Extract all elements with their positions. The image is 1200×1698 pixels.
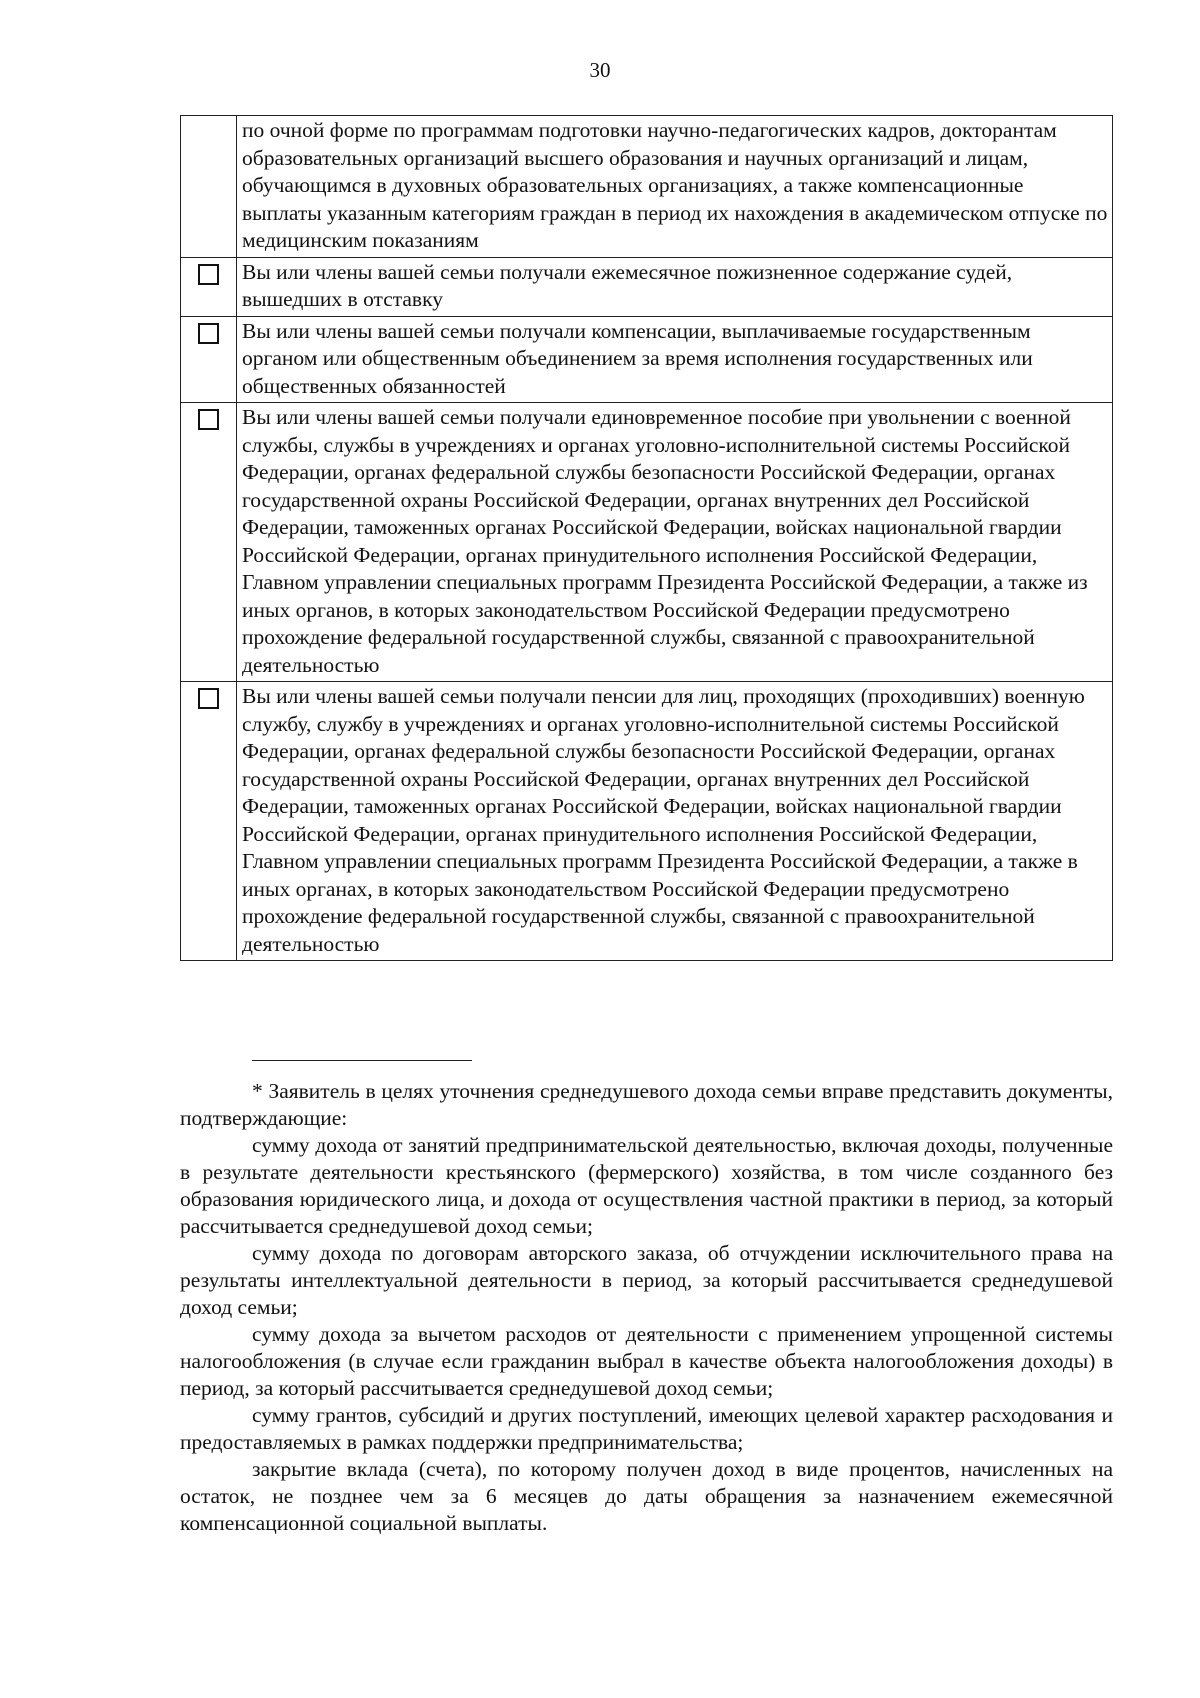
footnote-divider <box>252 1060 472 1061</box>
table-row <box>181 116 1113 258</box>
service-pension-checkbox[interactable] <box>198 688 219 709</box>
row-text: по очной форме по программам подготовки научно-педагогических кадров, докторантам образовательных организаций высшего образования и научных организаций и лицам, обучающимся в духовных образовательных организациях, а также компенсационные выплаты указанным категориям граждан в период их нахождения в академическом отпуске по медицинским показаниям <box>237 116 1113 258</box>
income-checklist-table <box>180 115 1113 961</box>
row-text: Вы или члены вашей семьи получали единовременное пособие при увольнении с военной службы, службы в учреждениях и органах уголовно-исполнительной системы Российской Федерации, органах федеральной службы безопасности Российской Федерации, органах государственной охраны Российской Федерации, органах внутренних дел Российской Федерации, таможенных органах Российской Федерации, войсках национальной гвардии Российской Федерации, органах принудительного исполнения Российской Федерации, Главном управлении специальных программ Президента Российской Федерации, а также из иных органов, в которых законодательством Российской Федерации предусмотрено прохождение федеральной государственной службы, связанной с правоохранительной деятельностью <box>237 403 1113 682</box>
checkbox-cell-empty <box>181 116 237 258</box>
checkbox-cell <box>181 682 237 961</box>
footnote-paragraph: сумму дохода по договорам авторского заказа, об отчуждении исключительного права на результаты интеллектуальной деятельности в период, за который рассчитывается среднедушевой доход семьи; <box>180 1241 1113 1319</box>
footnote-paragraph: закрытие вклада (счета), по которому получен доход в виде процентов, начисленных на остаток, не позднее чем за 6 месяцев до даты обращения за назначением ежемесячной компенсационной социальной выплаты. <box>180 1457 1113 1535</box>
duties-compensation-checkbox[interactable] <box>198 323 219 344</box>
table-row <box>181 403 1113 682</box>
table-row <box>181 682 1113 961</box>
row-text: Вы или члены вашей семьи получали пенсии для лиц, проходящих (проходивших) военную службу, службу в учреждениях и органах уголовно-исполнительной системы Российской Федерации, органах федеральной службы безопасности Российской Федерации, органах государственной охраны Российской Федерации, органах внутренних дел Российской Федерации, таможенных органах Российской Федерации, войсках национальной гвардии Российской Федерации, органах принудительного исполнения Российской Федерации, Главном управлении специальных программ Президента Российской Федерации, а также в иных органах, в которых законодательством Российской Федерации предусмотрено прохождение федеральной государственной службы, связанной с правоохранительной деятельностью <box>237 682 1113 961</box>
row-text: Вы или члены вашей семьи получали компенсации, выплачиваемые государственным органом или общественным объединением за время исполнения государственных или общественных обязанностей <box>237 316 1113 403</box>
footnote-paragraph: * Заявитель в целях уточнения среднедушевого дохода семьи вправе представить документы, подтверждающие: <box>180 1079 1113 1130</box>
checkbox-cell <box>181 403 237 682</box>
footnote <box>180 1078 1113 1537</box>
table-row <box>181 316 1113 403</box>
row-text: Вы или члены вашей семьи получали ежемесячное пожизненное содержание судей, вышедших в отставку <box>237 257 1113 316</box>
footnote-paragraph: сумму дохода от занятий предпринимательской деятельностью, включая доходы, полученные в результате деятельности крестьянского (фермерского) хозяйства, в том числе созданного без образования юридического лица, и дохода от осуществления частной практики в период, за который рассчитывается среднедушевой доход семьи; <box>180 1133 1113 1238</box>
footnote-paragraph: сумму дохода за вычетом расходов от деятельности с применением упрощенной системы налогообложения (в случае если гражданин выбрал в качестве объекта налогообложения доходы) в период, за который рассчитывается среднедушевой доход семьи; <box>180 1322 1113 1400</box>
page-number: 30 <box>589 58 611 82</box>
judge-allowance-checkbox[interactable] <box>198 264 219 285</box>
dismissal-benefit-checkbox[interactable] <box>198 409 219 430</box>
checkbox-cell <box>181 257 237 316</box>
table-row <box>181 257 1113 316</box>
footnote-paragraph: сумму грантов, субсидий и других поступлений, имеющих целевой характер расходования и предоставляемых в рамках поддержки предпринимательства; <box>180 1403 1113 1454</box>
checkbox-cell <box>181 316 237 403</box>
